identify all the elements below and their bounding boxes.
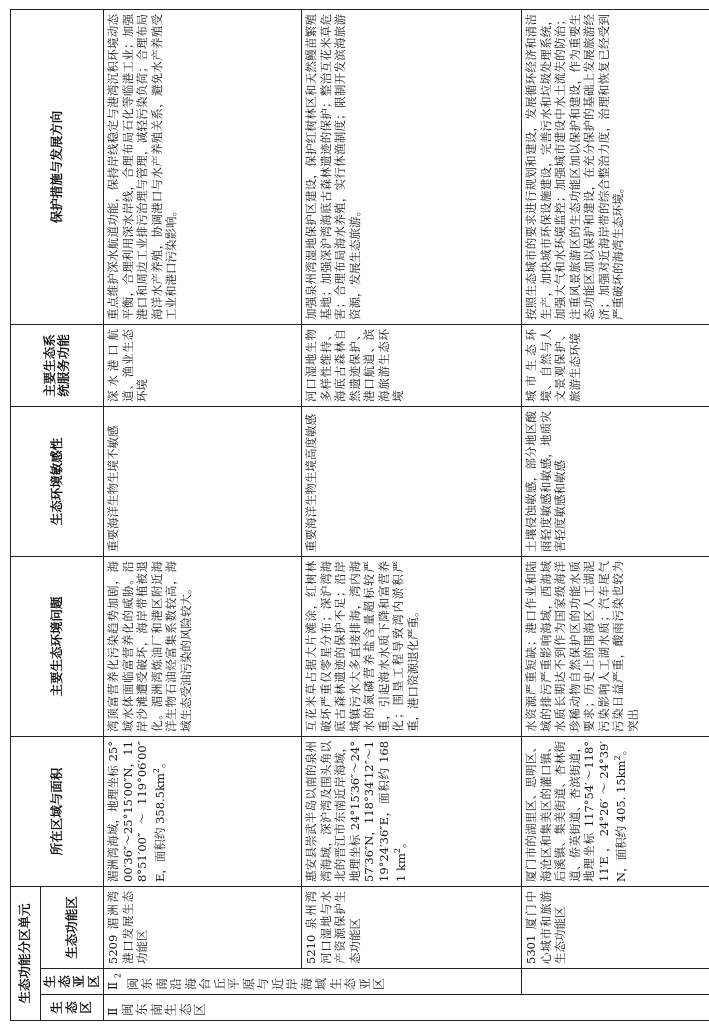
service-cell: 深水港口航道、渔业生态环境: [104, 324, 302, 406]
function-area-cell: 5209 湄洲湾港口发展生态功能区: [104, 886, 302, 968]
location-area-cell: [522, 736, 709, 886]
table-row: [302, 9, 522, 1020]
problems-cell: 互花米草占据大片滩涂，红树林破坏严重仅零星分布；深沪湾海底古森林遗迹的保护不足；沿岸城镇污水大多直接排海，湾内海水的氮磷营养盐含量超标较严重，引起海水水质下降和富营养化；围垦工程导致湾内淤积严重，港口资源退化严重。: [302, 556, 522, 736]
header-function-area: 生态功能区: [41, 886, 104, 968]
region-label: Ⅱ闽东南生态区: [105, 1003, 207, 1016]
table-row: [104, 9, 302, 1020]
header-problems: 主要生态环境问题: [11, 556, 104, 736]
subregion-subscript: 2: [113, 973, 123, 979]
location-tail: 。: [613, 743, 628, 756]
location-area-cell: [302, 736, 522, 886]
header-sensitivity: 生态环境敏感性: [11, 406, 104, 556]
measures-cell: 加强泉州湾湿地保护区建设，保护红树林区和天然鳗苗繁殖基地；加强深沪湾海底古森林遗迹的保护；整治互花米草危害；合理布局海水养殖，实行休渔制度；限制开发滨海旅游资源，发展生态旅游。: [302, 9, 522, 324]
sensitivity-cell: 重要海洋生物生境高度敏感: [302, 406, 522, 556]
eco-zone-table: [10, 9, 709, 1021]
service-cell: 城市生态环境、自然与人文景观保护、旅游生态环境: [522, 324, 709, 406]
header-region: 生态区: [41, 995, 104, 1021]
measures-cell: 重点维护深水航道功能，保持岸线稳定与港湾沉积环境动态平衡，合理利用深水岸线，合理布局石化等临港工业；加强港口和周边工业排污治理与管理，减轻污染负荷；合理布局海洋水产养殖，协调港口与水产养殖关系，避免水产养殖受工业和港口污染影响。: [104, 9, 302, 324]
function-area-cell: 5210 泉州湾河口湿地与水产资源保护生态功能区: [302, 886, 522, 968]
header-subregion: 生态亚区: [41, 969, 104, 995]
header-service: 主要生态系统服务功能: [11, 324, 104, 406]
location-area-cell: [104, 736, 302, 886]
location-tail: 。: [393, 836, 408, 849]
header-location-area: 所在区域与面积: [11, 736, 104, 886]
location-sup: 2: [151, 768, 161, 774]
header-measures: 保护措施与发展方向: [11, 9, 104, 324]
location-sup: 2: [613, 755, 622, 761]
header-unit-group: 生态功能分区单元: [11, 886, 41, 1020]
problems-cell: 水资源严重短缺；港口作业和陆域的排污严重影响海域，西海域水质长期达不到作为国家级海洋珍稀动物自然保护区的功能水质要求；历史上的围海区人工湖泥污染影响人工湖水质；汽车尾气污染日益严重，酸雨污染也较为突出: [522, 556, 709, 736]
table-row: [522, 9, 709, 1020]
service-cell: 河口湿地生物多样性维持、海底古森林自然遗迹保护、港口航道、滨海旅游生态环境: [302, 324, 522, 406]
subregion-label: 闽东南沿海台丘平原与近岸海域生态亚区: [125, 977, 387, 990]
sensitivity-cell: 土壤侵蚀敏感，部分地区酸雨轻度敏感和敏感，地质灾害轻度敏感和敏感: [522, 406, 709, 556]
region-cell: [104, 995, 709, 1021]
location-text: 湄洲湾海域，地理坐标 25°00′36″～25°15′00″N，118°51′00″～119°06′00″E，面积约 358.5km: [106, 740, 167, 882]
subregion-prefix: Ⅱ: [106, 978, 120, 990]
location-tail: 。: [152, 756, 167, 769]
function-area-cell: 5301 厦门中心城市和旅游生态功能区: [522, 886, 709, 968]
location-text: 厦门市的湖里区、思明区、海沧区和集美区的灌口镇、后溪镇、集美街道、杏林街道、侨英街道、杏滨街道，地理坐标 117°54′～118°11′E，24°26′～24°39′N，面积约 405. 15km: [524, 740, 628, 882]
subregion-cell: [104, 969, 522, 995]
measures-cell: 按照生态城市的要求进行规划和建设，发展循环经济和清洁生产，加快城市环保设施建设，完善污水和垃圾处理系统，加强大气和水环境监控；加强城市建设中水土流失的防治；注重风景旅游区的生态功能区加以保护和建设，作为重要生态功能区加以保护和建设，在充分保护的基础上发展旅游经济；加强对近海岸带的综合整治力度，治理和恢复已经受到严重破坏的海湾生态环境。: [522, 9, 709, 324]
problems-cell: 湾顶富营养化污染趋势加剧，海域水体面临富营养化的威胁。沿岸沙滩遭受破坏，海岸带植被退化。湄洲湾炼油厂和港区附近海洋生物石油烃富集系数较高，海域生态受油污染的风险较大。: [104, 556, 302, 736]
rotated-page: [10, 10, 699, 1021]
sensitivity-cell: 重要海洋生物生境不敏感: [104, 406, 302, 556]
subregion-cell-empty: [522, 969, 709, 995]
location-text: 惠安县崇武半岛以南的泉州湾海域，深沪湾及围头角以北的晋江市东南近岸海域，地理坐标 24°15′36″～24°57′36″N，118°34′12″～119°24′36″E，面积约 1681 km: [304, 740, 408, 882]
location-sup: 2: [393, 848, 402, 854]
